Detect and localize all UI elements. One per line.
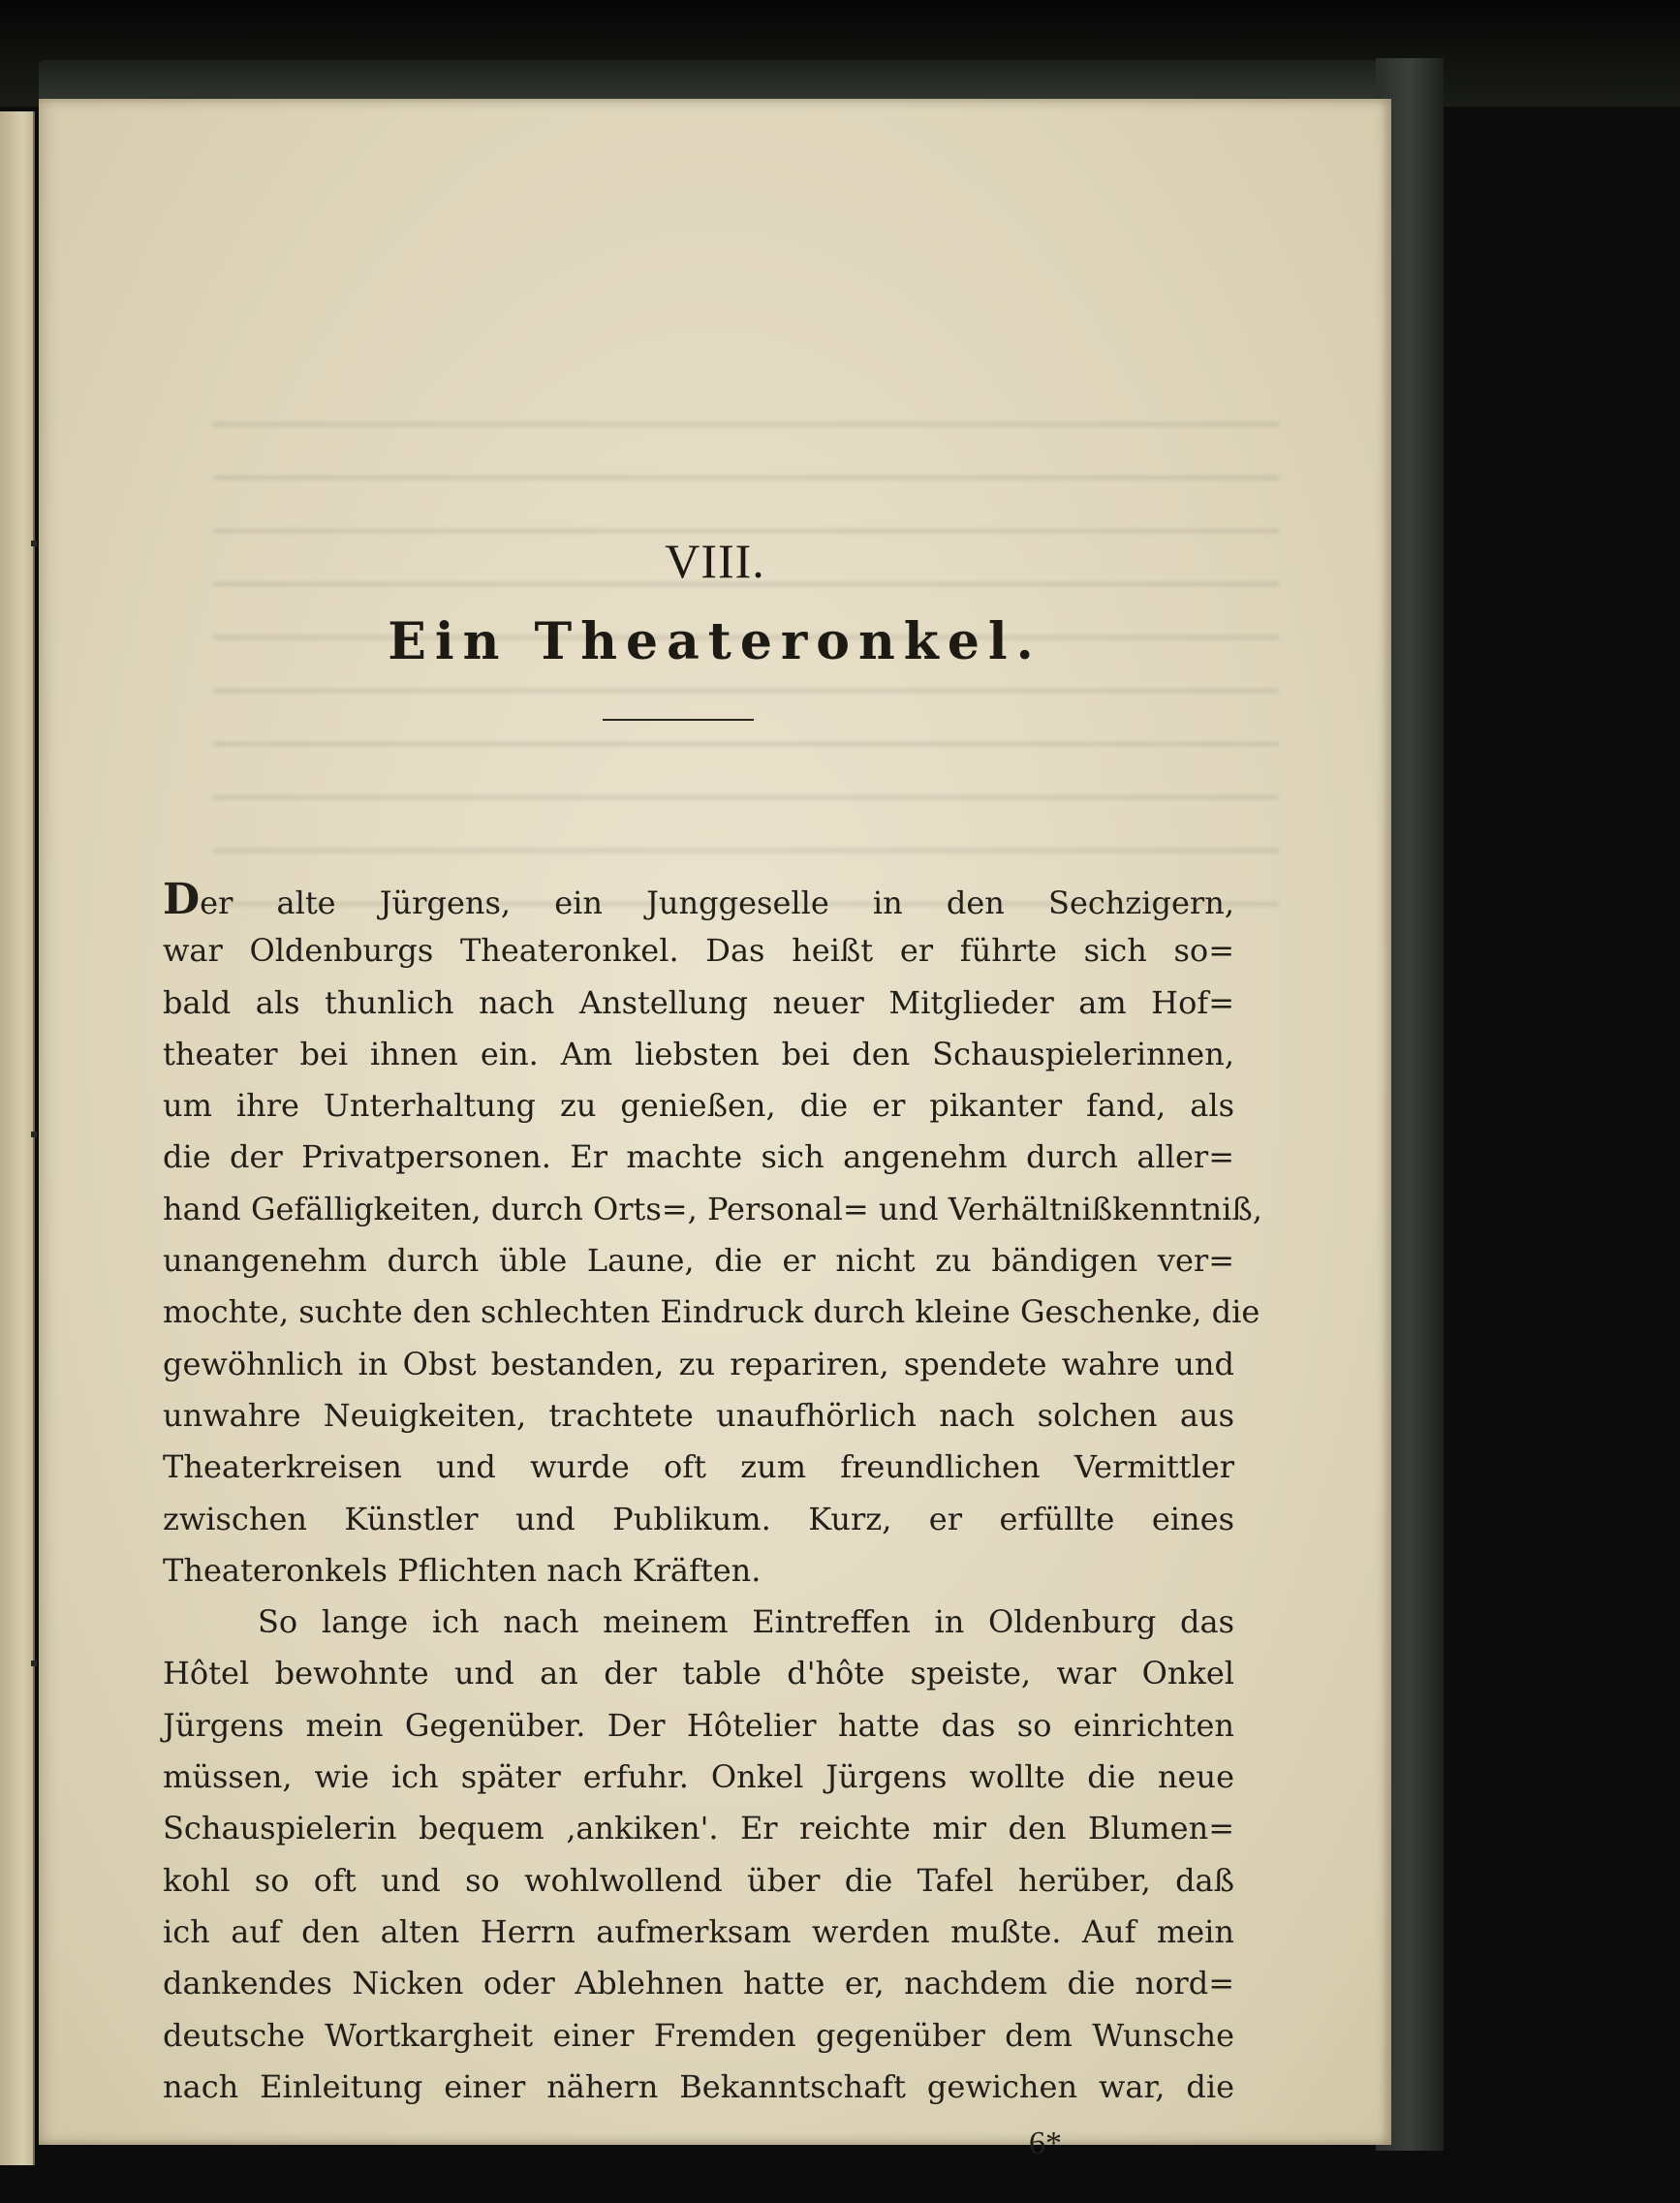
text-line: hand Gefälligkeiten, durch Orts=, Personal= und Verhältnißkenntniß, <box>163 1190 1262 1227</box>
book-page <box>39 99 1391 2161</box>
text-line: Jürgens mein Gegenüber. Der Hôtelier hatte das so einrichten <box>163 1706 1234 1744</box>
text-line: deutsche Wortkargheit einer Fremden gegenüber dem Wunsche <box>163 2016 1234 2054</box>
text-line: müssen, wie ich später erfuhr. Onkel Jürgens wollte die neue <box>163 1758 1234 1796</box>
chapter-number: VIII. <box>665 534 765 588</box>
text-line: Hôtel bewohnte und an der table d'hôte speiste, war Onkel <box>163 1655 1234 1692</box>
text-line: kohl so oft und so wohlwollend über die Tafel herüber, daß <box>163 1861 1234 1899</box>
text-line: gewöhnlich in Obst bestanden, zu repariren, spendete wahre und <box>163 1345 1234 1382</box>
text-line: dankendes Nicken oder Ablehnen hatte er, nachdem die nord= <box>163 1965 1234 2002</box>
chapter-title: Ein Theateronkel. <box>388 612 1042 671</box>
text-line: bald als thunlich nach Anstellung neuer Mitglieder am Hof= <box>163 983 1234 1021</box>
text-line: die der Privatpersonen. Er machte sich angenehm durch aller= <box>163 1138 1234 1176</box>
text-line: ich auf den alten Herrn aufmerksam werden mußte. Auf mein <box>163 1912 1234 1950</box>
margin-mark <box>31 1132 37 1137</box>
text-line: So lange ich nach meinem Eintreffen in Oldenburg das <box>258 1603 1234 1641</box>
paragraph-2 <box>163 1597 1234 2113</box>
text-line: um ihre Unterhaltung zu genießen, die er pikanter fand, als <box>163 1087 1234 1125</box>
text-line: unangenehm durch üble Laune, die er nicht zu bändigen ver= <box>163 1242 1234 1280</box>
previous-page-edge <box>0 111 35 2165</box>
text-line: mochte, suchte den schlechten Eindruck durch kleine Geschenke, die <box>163 1293 1260 1331</box>
text-line: Theaterkreisen und wurde oft zum freundlichen Vermittler <box>163 1448 1234 1486</box>
text-line: unwahre Neuigkeiten, trachtete unaufhörlich nach solchen aus <box>163 1396 1234 1434</box>
body-text <box>163 874 1262 2113</box>
text-line: Theateronkels Pflichten nach Kräften. <box>163 1551 762 1589</box>
title-rule <box>603 719 754 721</box>
text-line: theater bei ihnen ein. Am liebsten bei den Schauspielerinnen, <box>163 1035 1234 1072</box>
drop-cap: D <box>163 875 201 924</box>
signature-mark: 6* <box>1029 2125 1062 2161</box>
margin-mark <box>31 541 37 546</box>
text-line: Schauspielerin bequem ‚ankiken'. Er reichte mir den Blumen= <box>163 1810 1234 1847</box>
text-line: zwischen Künstler und Publikum. Kurz, er erfüllte eines <box>163 1500 1234 1537</box>
text-line: nach Einleitung einer nähern Bekanntschaft gewichen war, die <box>163 2067 1234 2105</box>
paragraph-1 <box>163 874 1262 1597</box>
text-line: war Oldenburgs Theateronkel. Das heißt er führte sich so= <box>163 932 1234 970</box>
text-line: Der alte Jürgens, ein Junggeselle in den Sechzigern, <box>163 875 1234 924</box>
margin-mark <box>31 1660 37 1666</box>
